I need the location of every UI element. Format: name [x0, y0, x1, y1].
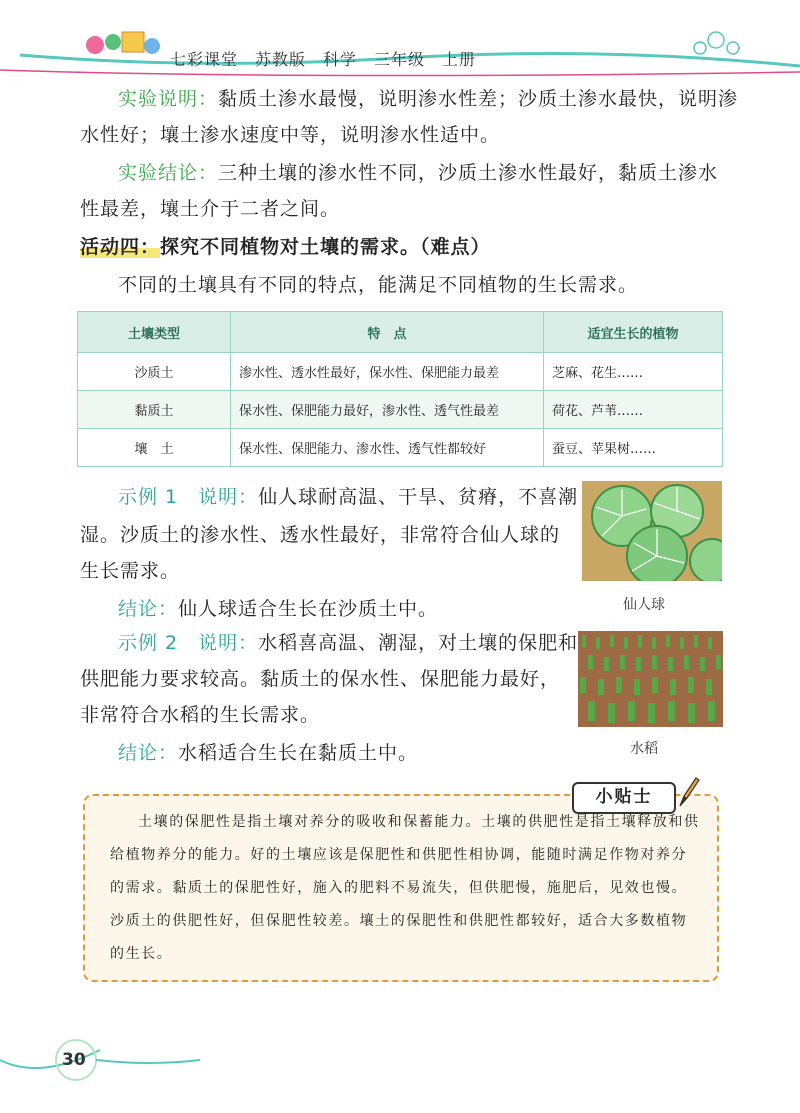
table-row — [78, 391, 723, 429]
table-cell: 壤 土 — [78, 429, 231, 467]
example1-conclusion-text: 仙人球适合生长在沙质土中。 — [178, 598, 439, 620]
soil-table — [77, 311, 723, 467]
tip-text: 土壤的保肥性是指土壤对养分的吸收和保蓄能力。土壤的供肥性是指土壤释放和供给植物养分的能力。好的土壤应该是保肥性和供肥性相协调，能随时满足作物对养分的需求。黏质土的保肥性好，施入的肥料不易流失，但供肥慢，施肥后，见效也慢。沙质土的供肥性好，但保肥性较差。壤土的保肥性和供肥性都较好，适合大多数植物的生长。 — [110, 814, 700, 962]
example1-conclusion — [118, 590, 438, 628]
table-cell: 黏质土 — [78, 391, 231, 429]
table-header-features: 特 点 — [231, 312, 544, 353]
example2-label: 示例 2 说明： — [118, 632, 259, 654]
table-cell: 蚕豆、苹果树…… — [544, 429, 723, 467]
table-row — [78, 429, 723, 467]
table-row — [78, 353, 723, 391]
activity4-intro: 不同的土壤具有不同的特点，能满足不同植物的生长需求。 — [118, 274, 639, 296]
example2-conclusion-text: 水稻适合生长在黏质土中。 — [178, 742, 419, 764]
page-corner-decoration — [0, 1020, 200, 1113]
experiment-desc-line2: 水性好；壤土渗水速度中等，说明渗水性适中。 — [80, 124, 501, 146]
header-title: 七彩课堂 苏教版 科学 三年级 上册 — [170, 50, 477, 69]
rice-caption: 水稻 — [630, 741, 658, 757]
example2-conclusion — [118, 734, 418, 772]
experiment-conclusion-label: 实验结论： — [118, 162, 219, 184]
table-header-soil-type: 土壤类型 — [78, 312, 231, 353]
example1-line3: 生长需求。 — [80, 560, 181, 582]
table-cell: 渗水性、透水性最好，保水性、保肥能力最差 — [231, 353, 544, 391]
table-cell: 保水性、保肥能力、渗水性、透气性都较好 — [231, 429, 544, 467]
experiment-desc-text: 黏质土渗水最慢，说明渗水性差；沙质土渗水最快，说明渗 — [218, 88, 739, 110]
table-cell: 沙质土 — [78, 353, 231, 391]
example1-conclusion-label: 结论： — [118, 598, 179, 620]
example2-line1 — [118, 624, 578, 662]
table-cell: 芝麻、花生…… — [544, 353, 723, 391]
example2-line2: 供肥能力要求较高。黏质土的保水性、保肥能力最好， — [80, 668, 561, 690]
experiment-desc-line1 — [118, 80, 738, 118]
example2-conclusion-label: 结论： — [118, 742, 179, 764]
activity4-heading — [80, 228, 491, 266]
experiment-conclusion-line1 — [118, 154, 718, 192]
rice-field-image — [578, 631, 723, 727]
table-cell: 荷花、芦苇…… — [544, 391, 723, 429]
tip-label: 小贴士 — [572, 782, 676, 814]
example2-line3: 非常符合水稻的生长需求。 — [80, 704, 321, 726]
example1-label: 示例 1 说明： — [118, 486, 259, 508]
table-cell: 保水性、保肥能力最好，渗水性、透气性最差 — [231, 391, 544, 429]
experiment-conclusion-line2: 性最差，壤土介于二者之间。 — [80, 198, 341, 220]
activity4-label: 活动四： — [80, 236, 161, 258]
pencil-icon — [676, 776, 700, 810]
experiment-conclusion-text: 三种土壤的渗水性不同，沙质土渗水性最好，黏质土渗水 — [218, 162, 719, 184]
example1-line1 — [118, 478, 578, 516]
cactus-caption: 仙人球 — [623, 597, 665, 613]
example1-text: 仙人球耐高温、干旱、贫瘠，不喜潮 — [258, 486, 579, 508]
activity4-title: 探究不同植物对土壤的需求。（难点） — [160, 236, 491, 258]
example1-line2: 湿。沙质土的渗水性、透水性最好，非常符合仙人球的 — [80, 524, 561, 546]
experiment-desc-label: 实验说明： — [118, 88, 219, 110]
table-header-plants: 适宜生长的植物 — [544, 312, 723, 353]
cactus-image — [582, 481, 722, 581]
example2-text: 水稻喜高温、潮湿，对土壤的保肥和 — [258, 632, 579, 654]
page-number: 30 — [62, 1050, 86, 1070]
